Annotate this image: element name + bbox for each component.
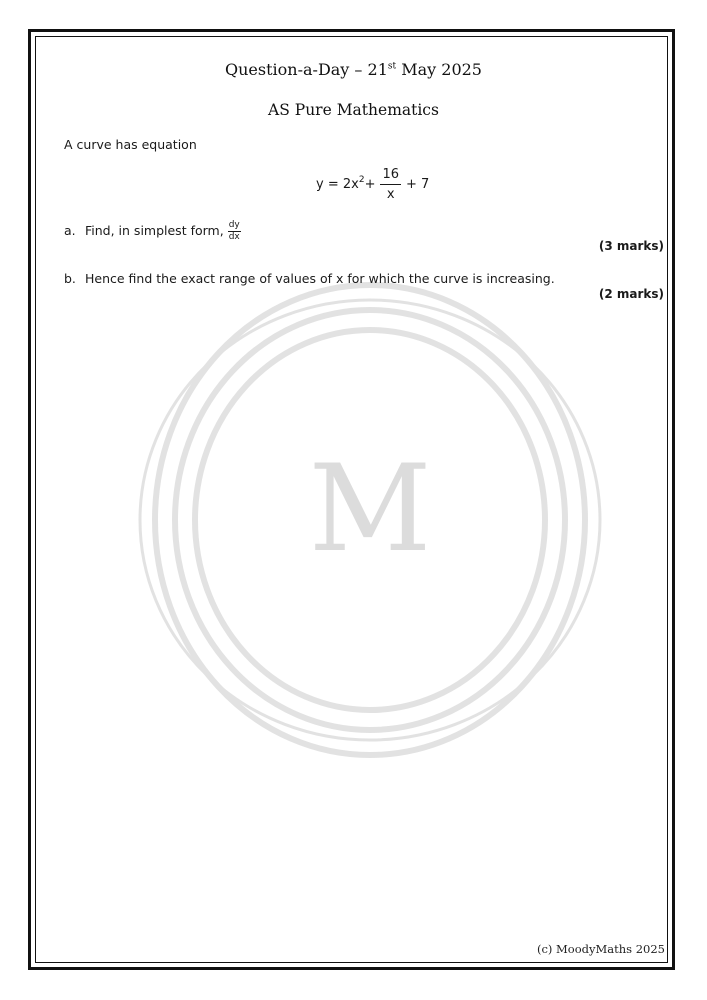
page-subtitle: AS Pure Mathematics bbox=[268, 101, 439, 119]
intro-text: A curve has equation bbox=[64, 137, 197, 152]
watermark-logo bbox=[120, 250, 620, 810]
copyright-footer: (c) MoodyMaths 2025 bbox=[536, 942, 665, 956]
watermark-letter: M bbox=[308, 440, 432, 579]
marks-a: (3 marks) bbox=[598, 239, 664, 253]
question-a: a. Find, in simplest form, $\frac{dy}{dx}$ bbox=[64, 220, 240, 242]
marks-b: (2 marks) bbox=[598, 287, 664, 301]
equation-fraction: $\frac{16}{x}$ bbox=[382, 166, 400, 202]
question-b: b. Hence find the exact range of values of x for which the curve is increasing. bbox=[64, 271, 555, 286]
derivative-fraction: $\frac{dy}{dx}$ bbox=[228, 220, 240, 242]
page-title: Question-a-Day – 21st May 2025 bbox=[225, 60, 482, 79]
curve-equation: y = 2x $^2$ + $\frac{16}{x}$ + 7 bbox=[316, 166, 430, 202]
